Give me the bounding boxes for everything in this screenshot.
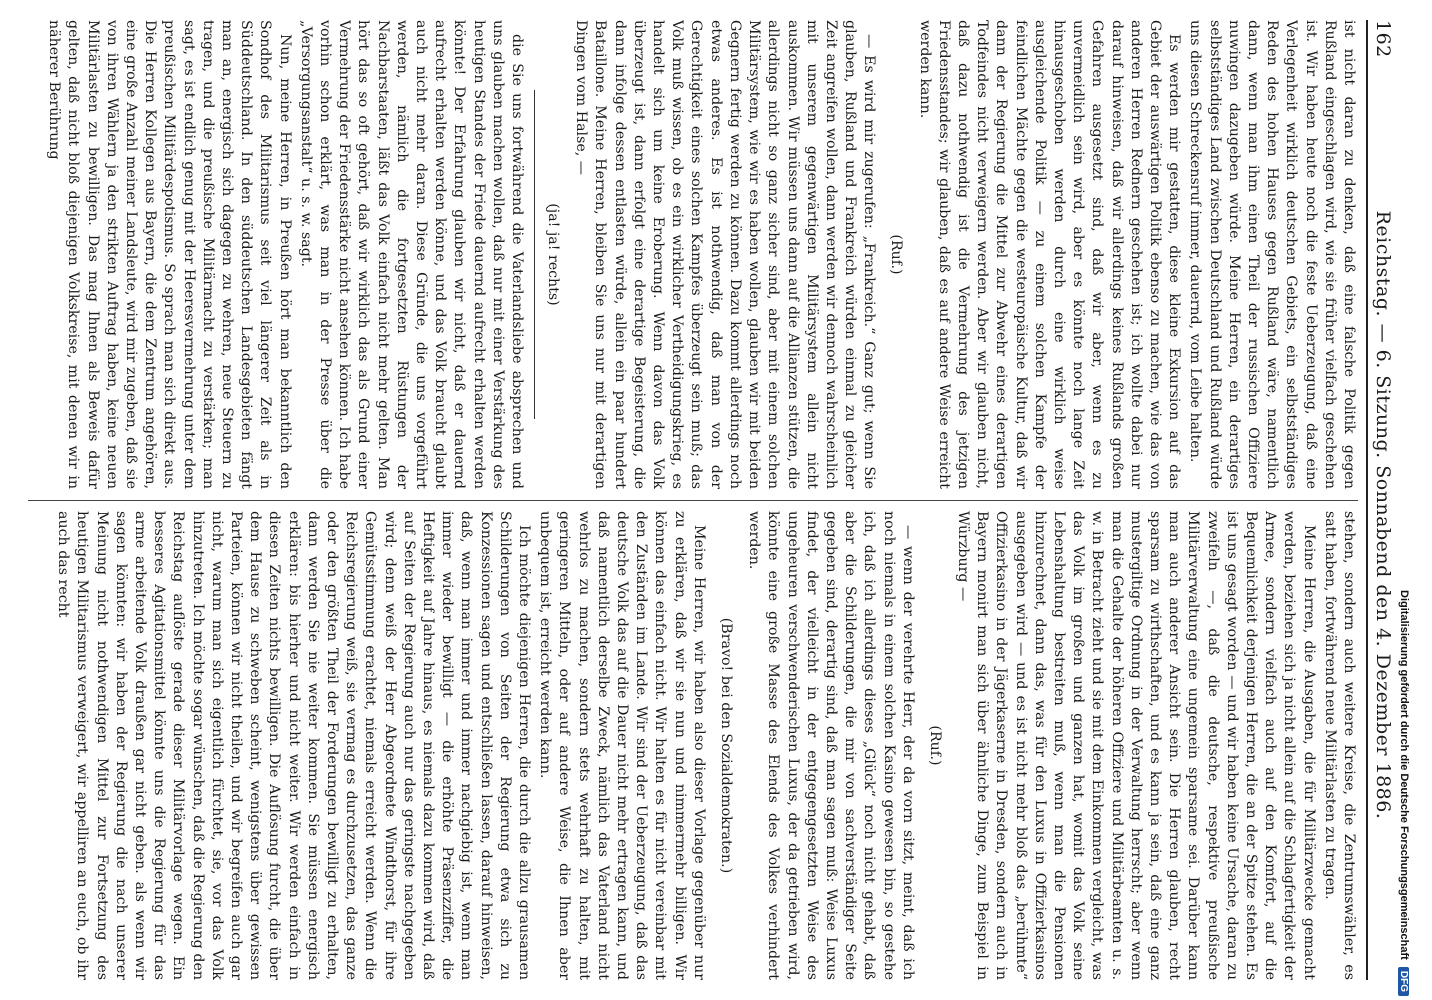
paragraph: — wenn der verehrte Herr, der da vorn sitzt, meint, daß ich noch niemals in einem solchen Kasino gewesen bin, so gestehe ich, daß ich allerdings dieses „Glück“ noch nicht gehabt, daß aber die Schilderungen, die mir von sachverständiger Seite gegeben sind, derartig sind, daß man sagen muß: Weise Luxus findet, der vielleicht in der entgegengesetzten Weise des ungeheuren verschwenderischen Luxus, der da getrieben wird, könnte eine große Masse des Elends des Volkes verhindert werden. bbox=[746, 511, 916, 980]
page-number: 162 bbox=[1372, 20, 1394, 58]
text-column-right bbox=[18, 511, 1358, 980]
digitization-credit bbox=[1398, 6, 1410, 996]
paragraph: ist nicht daran zu denken, daß eine falsche Politik gegen Rußland eingeschlagen wird, wie sie früher vielfach geschehen ist. Wir haben heute noch die feste Ueberzeugung, daß eine Verlegenheit wirklich deutschen Gebiets, ein selbstständiges Reden des hohen Hauses gegen Rußland wäre, namentlich dann, wenn man ihm einen Theil der russischen Offiziere nuwingen dazugeben würde. Meine Herren, ein derartiges selbstständiges Land zwischen Deutschland und Rußland würde uns diesen Schreckensruf immer, dauernd, vom Leibe halten. bbox=[1187, 20, 1357, 489]
interjection-note: (ja! ja! rechts) bbox=[545, 203, 562, 306]
interjection-note: (Bravo! bei den Sozialdemokraten.) bbox=[717, 617, 734, 874]
paragraph: stehen, sondern auch weitere Kreise, die Zentrumswähler, es satt haben, fortwährend neue Militärlasten zu tragen. bbox=[1321, 511, 1357, 980]
paragraph: Nun, meine Herren, in Preußen hört man bekanntlich den Sondhof des Militarismus seit viel längerer Zeit als in Süddeutschland. In den süddeutschen Landesgebieten fängt man an, energisch sich dagegen zu wehren, neue Steuern zu tragen, und die preußische Militärmacht zu verstärken; man sagt, es ist endlich genug mit der Heeresvermehrung unter dem preußischen Militärdespotismus. So sprach man sich direkt aus. Die Herren Kollegen aus Bayern, die dem Zentrum angehören, eine große Anzahl meiner Landsleute, wird mir zugeben, daß sie von ihren Wählern ja den strikten Auftrag haben, keine neuen Militärlasten zu bewilligen. Das mag Ihnen als Beweis dafür gelten, daß nicht bloß diejenigen Volkskreise, mit denen wir in näherer Berührung bbox=[46, 20, 293, 489]
header-rule bbox=[1366, 20, 1368, 980]
dfg-logo: DFG bbox=[1398, 967, 1409, 996]
paragraph: Ich möchte diejenigen Herren, die durch die allzu grausamen Schilderungen von Seiten der Regierung etwa sich zu Konzessionen sagen und entschließen lassen, darauf hinweisen, daß, wenn man immer und immer nachgiebig ist, wenn man immer wieder bewilligt — die erhöhte Präsenzziffer, die Heftigkeit auf Jahre hinaus, es niemals dazu kommen wird, daß auf Seiten der Regierung auch nur das geringste nachgegeben wird; denn weiß der Herr Abgeordnete Windthorst, für ihre Gemütsstimmung erachtet, niemals erreicht werden. Wenn die Reichsregierung weiß, sie vermag es durchzusetzen, das ganze oder den größten Theil der Forderungen bewilligt zu erhalten, dann werden Sie nie weiter kommen. Sie müssen energisch erklären: bis hierher und nicht weiter. Wir werden einfach in diesen Zeiten nichts bewilligen. Die Auflösung furcht, die über dem Hause zu schweben scheint, wenigstens über gewissen Parteien, können wir nicht theilen, und wir begreifen auch gar nicht, warum man sich eigentlich fürchtet, sie, vor das Volk hinzutreten. Ich möchte sogar wünschen, daß die Regierung den Reichstag auflöste gerade dieser Militärvorlage wegen. Ein besseres Agitationsmittel könnte uns die Regierung für das arme arbeitende Volk draußen gar nicht geben. als wenn wir sagen könnten: wir haben der Regierung die nach unserer Meinung nicht nothwendigen Mittel zur Fortsetzung des heutigen Militarismus verweigert, wir appelliren an euch, ob ihr auch das recht bbox=[55, 511, 533, 980]
interjection-note: (Ruf.) bbox=[888, 234, 905, 275]
paragraph: Meine Herren, wir haben also dieser Vorlage gegenüber nur zu erklären, daß wir sie nun und nimmermehr billigen. Wir können das einfach nicht. Wir halten es für nicht vereinbar mit den Zuständen im Lande. Wir sind der Ueberzeugung, daß das deutsche Volk das auf die Dauer nicht mehr ertragen kann, und daß namentlich derselbe Zweck, nämlich das Vaterland nicht wehrlos zu machen, sondern stets wehrhaft zu halten, mit geringeren Mitteln, oder auf andere Weise, die Ihnen aber unbequem ist, erreicht werden kann. bbox=[537, 511, 707, 980]
document-page bbox=[10, 0, 1410, 1000]
interjection-note: (Ruf.) bbox=[926, 725, 943, 766]
paragraph: — Es wird mir zugerufen: „Frankreich.“ Ganz gut; wenn Sie glauben, Rußland und Frankreich würden einmal zu gleicher Zeit angreifen wollen, dann werden wir dennoch wahrscheinlich mit unserem gegenwärtigen Militärsystem allein nicht auskommen. Wir müssen uns dann auf die Allianzen stützen, die allerdings nicht so ganz sicher sind, aber mit einem solchen Militärsystem, wie wir es haben wollen, glauben wir mit beiden Gegnern fertig werden zu können. Dazu kommt allerdings noch etwas anderes. Es ist nothwendig, daß man von der Gerechtigkeit eines solchen Kampfes überzeugt sein muß; das Volk muß wissen, ob es ein wirklicher Vertheidigungskrieg, es handelt sich um keine Eroberung. Wenn davon das Volk überzeugt ist, dann erfolgt eine derartige Begeisterung, die dann infolge dessen entlasten würde, allein ein paar hundert Bataillone. Meine Herren, bleiben Sie uns nur mit derartigen Dingen vom Halse, — bbox=[573, 20, 878, 489]
digitization-note: Digitalisierung gefördert durch die Deutsche Forschungsgemeinschaft bbox=[1398, 590, 1410, 960]
paragraph: die Sie uns fortwährend die Vaterlandsliebe absprechen und uns glauben machen wollen, daß nur mit einer Verstärkung des heutigen Standes der Friede dauernd aufrecht erhalten werden könnte! Der Erfahrung glauben wir nicht, daß er dauernd aufrecht erhalten werden könne, und das Volk braucht glaubt auch nicht mehr daran. Diese Gründe, die uns vorgeführt werden, nämlich die fortgesetzten Rüstungen der Nachbarstaaten, läßt das Volk einfach nicht mehr gelten. Man hört das so oft gehört, daß wir wirklich das als Grund einer Vermehrung der Friedensstärke nicht ansehen können. Ich habe vorhin schon erklärt, was man in der Presse über die „Versorgungsanstalt“ u. s. w. sagt. bbox=[297, 20, 526, 489]
column-divider bbox=[28, 500, 1358, 501]
text-column-left bbox=[18, 20, 1358, 489]
section-separator bbox=[534, 90, 535, 418]
page-header bbox=[1368, 20, 1398, 980]
page-title: Reichstag. — 6. Sitzung. Sonnabend den 4. Dezember 1886. bbox=[1372, 210, 1394, 820]
paragraph: Meine Herren, die Ausgaben, die für Militärzwecke gemacht werden, beziehen sich ja nicht allein auf die Schlagfertigkeit der Armee, sondern vielfach auch auf den Komfort, auf die Bequemlichkeit derjenigen Herren, die an der Spitze stehen. Es ist uns gesagt worden — und wir haben keine Ursache, daran zu zweifeln —, daß die deutsche, respektive preußische Militärverwaltung eine ungemein sparsame sei. Darüber kann man auch anderer Ansicht sein. Die Herren glauben, recht sparsam zu wirthschaften, und es kann ja sein, daß eine ganz mustergiltige Ordnung in der Verwaltung herrscht; aber wenn man die Gehalte der höheren Offiziere und Militärbeamten u. s. w. in Betracht zieht und sie mit dem Einkommen vergleicht, was das Volk im großen und ganzen hat, womit das Volk seine Lebenshaltung bestreiten muß, wenn man die Pensionen hinzurechnet, dann das, was für den Luxus in Offizierkasinos ausgegeben wird — und es ist nicht mehr bloß das „berühmte“ Offizierkasino in der Jägerkaserne in Dresden, sondern auch in Bayern monirt man sich über ähnliche Dinge, zum Beispiel in Würzburg — bbox=[954, 511, 1317, 980]
paragraph: Es werden mir gestatten, diese kleine Exkursion auf das Gebiet der auswärtigen Politik ebenso zu machen, wie das von anderen Herren Rednern geschehen ist; ich wollte dabei nur darauf hinweisen, daß wir allerdings keines Rußlands großen Gefahren ausgesetzt sind, daß wir aber, wenn es zu unvermeidlich sein wird, aber es könnte noch lange Zeit hinausgeschoben werden durch eine wirklich weise ausgleichende Politik — zu einem solchen Kampfe der feindlichen Mächte gegen die westeuropäische Kultur, daß wir dann der Regierung die Mittel zur Abwehr eines derartigen Todfeindes nicht verweigern werden. Aber wir glauben nicht, daß dazu nothwendig ist die Vermehrung des jetzigen Friedensstandes; wir glauben, daß es auf andere Weise erreicht werden kann. bbox=[916, 20, 1183, 489]
